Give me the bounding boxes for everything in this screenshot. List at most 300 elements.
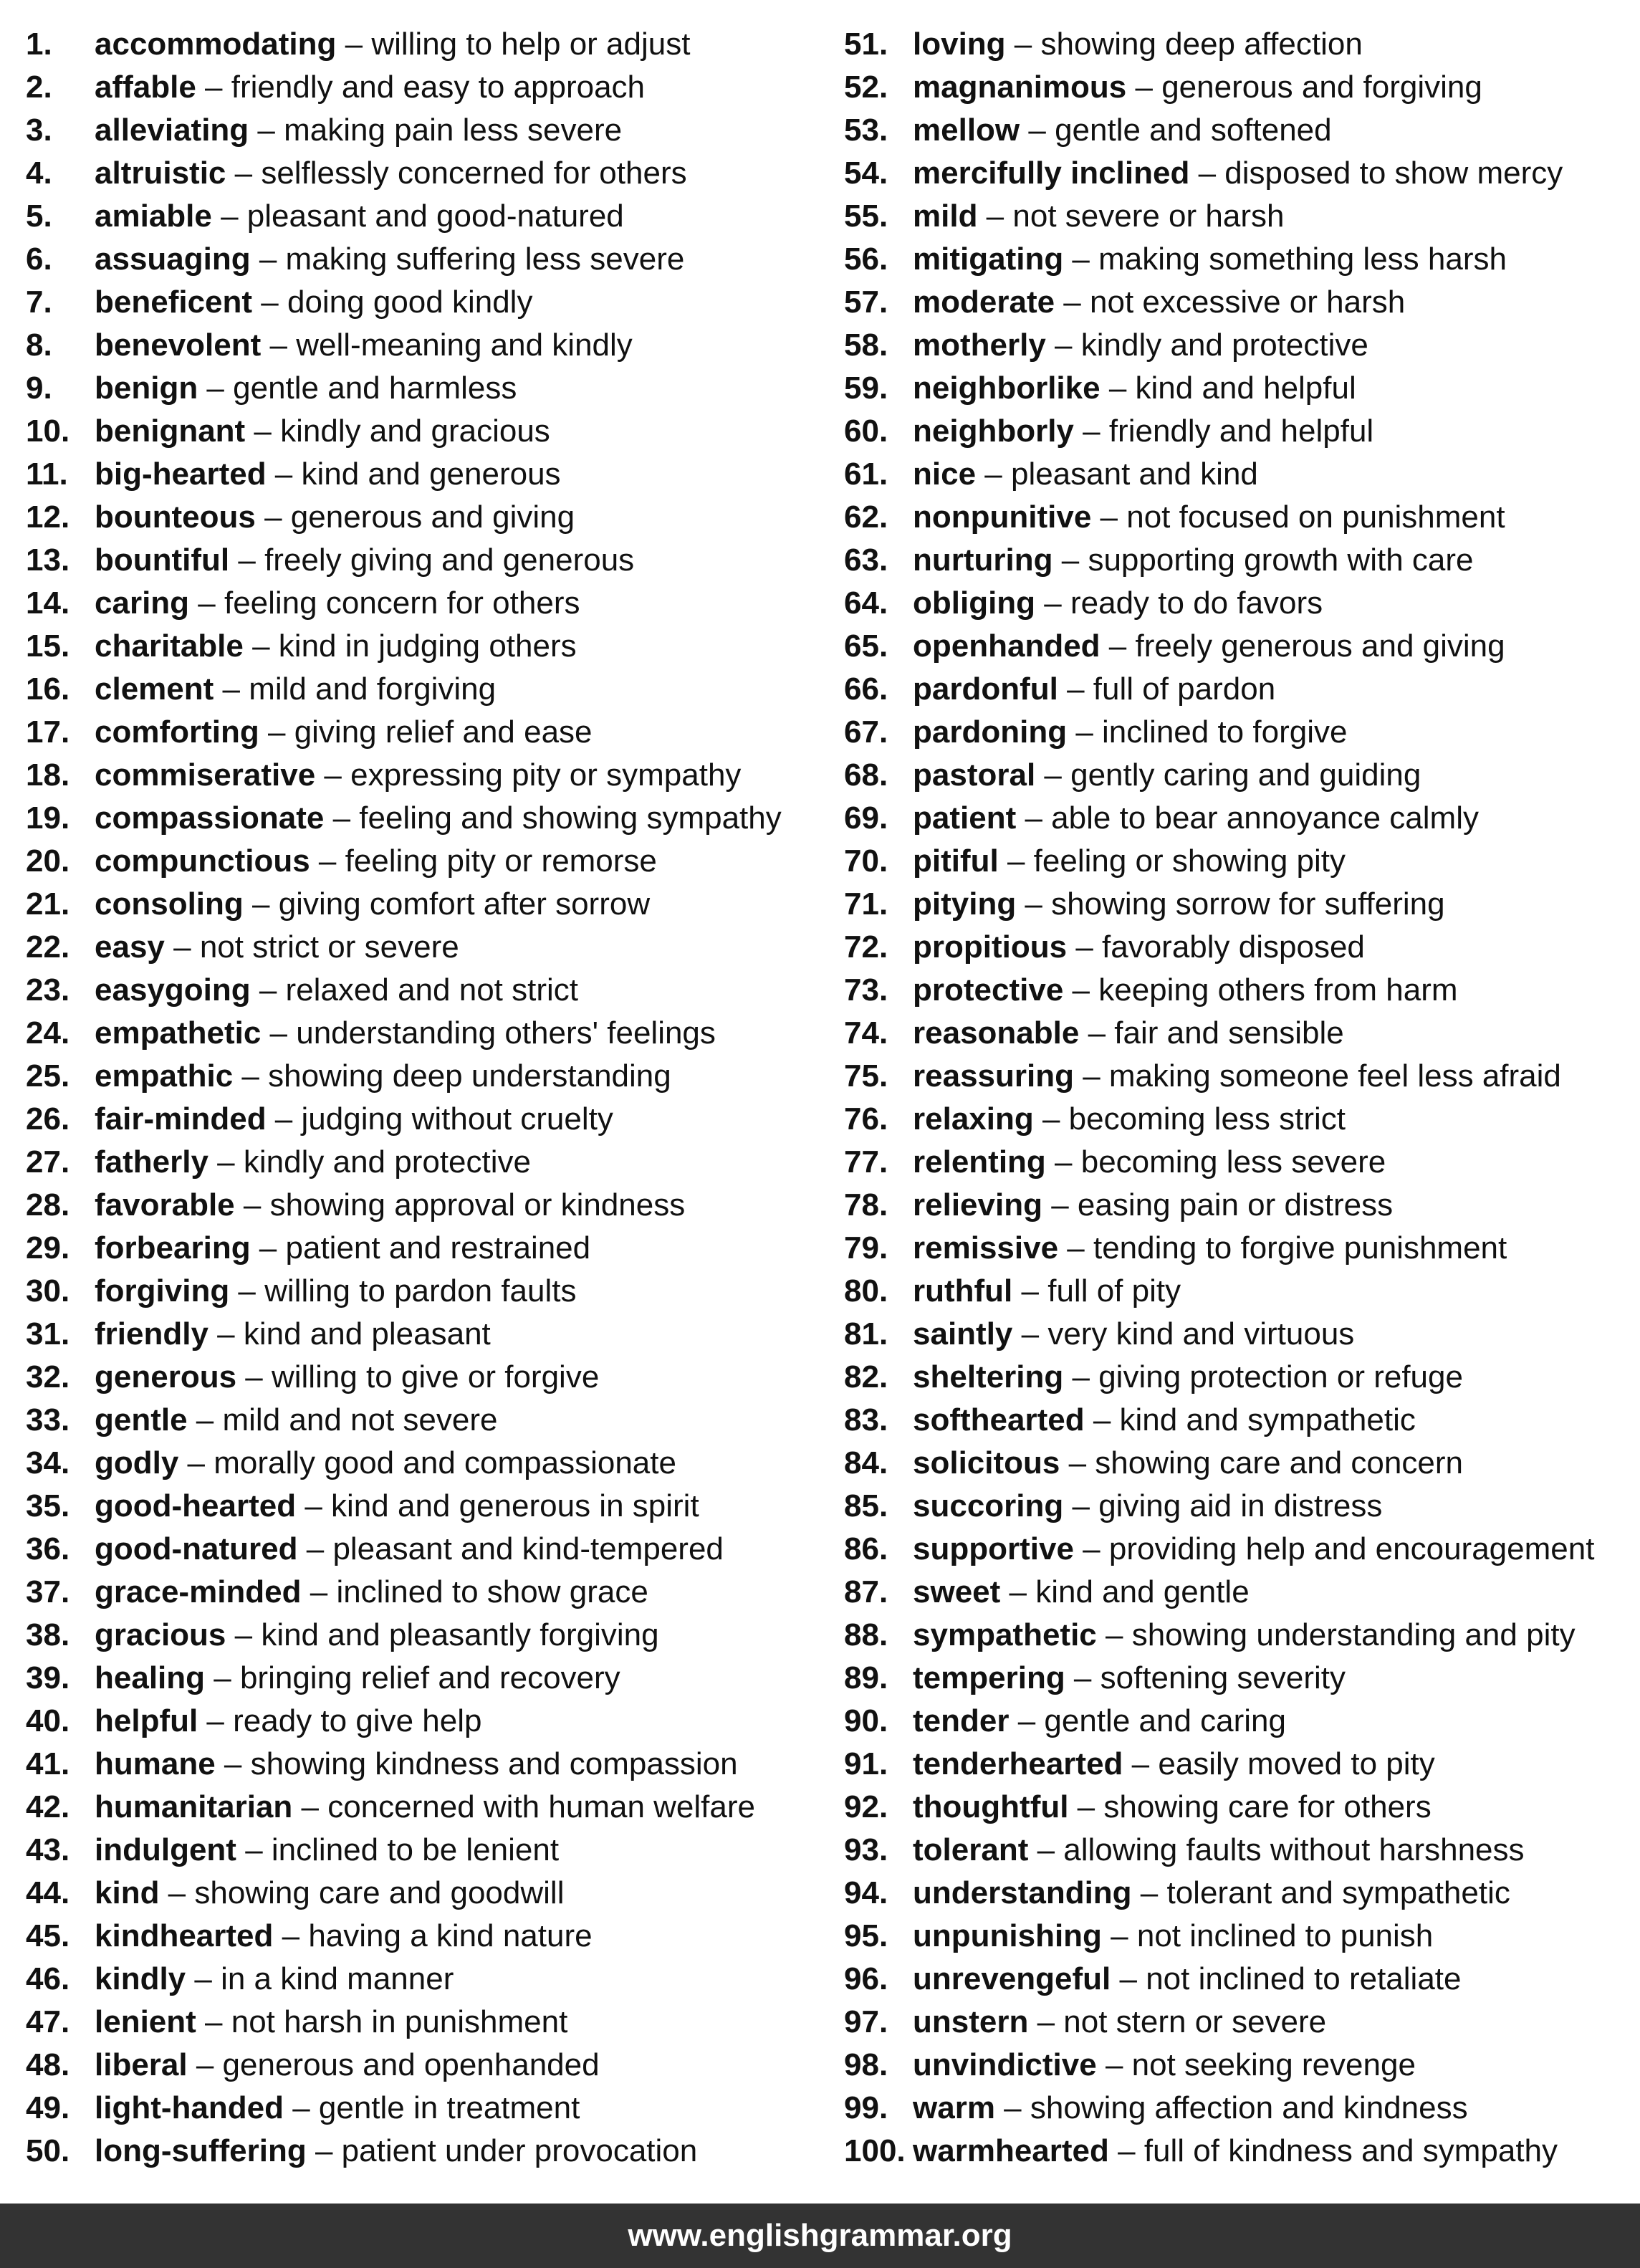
entry-separator: – (1028, 1832, 1064, 1867)
entry-text (95, 1829, 559, 1872)
entry-word: generous (95, 1359, 237, 1394)
entry-separator: – (214, 671, 249, 707)
entry-number: 33. (26, 1402, 70, 1437)
word-entry (26, 1141, 814, 1184)
entry-separator: – (1063, 1359, 1099, 1394)
entry-word: mellow (913, 113, 1020, 148)
entry-separator: – (178, 1445, 214, 1480)
entry-definition: friendly and easy to approach (231, 70, 646, 105)
entry-definition: well-meaning and kindly (296, 327, 633, 363)
entry-word: empathic (95, 1058, 234, 1094)
entry-number: 4. (26, 155, 52, 191)
word-entry (844, 453, 1632, 496)
entry-text (95, 797, 782, 840)
entry-number: 44. (26, 1875, 70, 1910)
entry-number: 56. (844, 241, 888, 277)
entry-number: 91. (844, 1746, 888, 1781)
entry-text (913, 324, 1368, 367)
entry-definition: kind and sympathetic (1119, 1402, 1416, 1437)
entry-word: beneficent (95, 284, 253, 320)
entry-word: gentle (95, 1402, 188, 1437)
entry-text (913, 2087, 1468, 2130)
entry-definition: expressing pity or sympathy (350, 757, 742, 793)
entry-word: protective (913, 972, 1064, 1008)
entry-definition: showing sorrow for suffering (1051, 886, 1445, 922)
entry-separator: – (1084, 1402, 1120, 1437)
entry-definition: friendly and helpful (1108, 413, 1374, 449)
entry-definition: showing approval or kindness (269, 1187, 686, 1222)
entry-number: 11. (26, 456, 68, 492)
entry-definition: kindly and gracious (280, 413, 550, 449)
word-entry (844, 2087, 1632, 2130)
entry-word: friendly (95, 1316, 208, 1351)
entry-word: sweet (913, 1574, 1001, 1609)
entry-number: 89. (844, 1660, 888, 1695)
word-entry (26, 23, 814, 66)
entry-definition: tolerant and sympathetic (1166, 1875, 1510, 1910)
entry-separator: – (998, 843, 1034, 879)
word-entry (26, 367, 814, 410)
word-entry (844, 1012, 1632, 1055)
word-entry (26, 238, 814, 281)
word-entry (26, 281, 814, 324)
entry-separator: – (1000, 1574, 1036, 1609)
entry-word: godly (95, 1445, 179, 1480)
word-entry (26, 1700, 814, 1743)
entry-separator: – (1067, 929, 1103, 965)
entry-number: 61. (844, 456, 888, 492)
entry-word: benignant (95, 413, 246, 449)
entry-number: 47. (26, 2004, 70, 2039)
entry-word: favorable (95, 1187, 235, 1222)
word-entry (26, 2130, 814, 2173)
entry-number: 21. (26, 886, 70, 922)
entry-text (913, 625, 1505, 668)
entry-text (913, 238, 1507, 281)
entry-word: mercifully inclined (913, 155, 1190, 191)
word-entry (26, 969, 814, 1012)
entry-separator: – (315, 757, 351, 793)
entry-text (913, 1399, 1416, 1442)
entry-word: liberal (95, 2047, 188, 2082)
entry-word: consoling (95, 886, 244, 922)
entry-definition: understanding others' feelings (296, 1015, 716, 1051)
word-entry (844, 1141, 1632, 1184)
entry-separator: – (1005, 27, 1041, 62)
entry-separator: – (1100, 370, 1136, 406)
entry-number: 43. (26, 1832, 70, 1867)
entry-definition: concerned with human welfare (327, 1789, 755, 1824)
word-entry (844, 1356, 1632, 1399)
entry-separator: – (250, 241, 286, 277)
entry-text (95, 410, 550, 453)
entry-separator: – (336, 27, 372, 62)
entry-definition: pleasant and kind (1010, 456, 1258, 492)
entry-text (95, 1571, 648, 1614)
entry-word: kindhearted (95, 1918, 274, 1953)
entry-text (913, 1012, 1344, 1055)
entry-definition: mild and forgiving (249, 671, 497, 707)
word-entry (26, 1270, 814, 1313)
entry-number: 5. (26, 198, 52, 234)
entry-separator: – (1073, 1058, 1109, 1094)
entry-text (913, 1786, 1432, 1829)
entry-text (913, 797, 1479, 840)
entry-word: mild (913, 198, 978, 234)
entry-text (913, 1270, 1181, 1313)
entry-definition: judging without cruelty (301, 1101, 613, 1137)
entry-separator: – (273, 1918, 309, 1953)
entry-definition: willing to give or forgive (271, 1359, 600, 1394)
entry-word: nurturing (913, 542, 1053, 578)
word-entry (844, 1872, 1632, 1915)
entry-definition: willing to pardon faults (264, 1273, 577, 1308)
entry-separator: – (1045, 327, 1081, 363)
entry-word: succoring (913, 1488, 1064, 1523)
entry-text (95, 1872, 564, 1915)
word-entry (844, 1485, 1632, 1528)
entry-number: 73. (844, 972, 888, 1008)
entry-text (913, 1141, 1386, 1184)
entry-separator: – (196, 70, 231, 105)
word-entry (844, 668, 1632, 711)
entry-word: kindly (95, 1961, 186, 1996)
entry-definition: patient and restrained (285, 1230, 591, 1265)
entry-separator: – (259, 714, 294, 750)
entry-definition: showing care and concern (1095, 1445, 1463, 1480)
entry-separator: – (1045, 1144, 1081, 1180)
entry-definition: relaxed and not strict (285, 972, 578, 1008)
entry-definition: full of pity (1047, 1273, 1181, 1308)
word-entry (844, 1528, 1632, 1571)
entry-number: 7. (26, 284, 52, 320)
entry-word: obliging (913, 585, 1036, 621)
word-entry (844, 1270, 1632, 1313)
entry-number: 78. (844, 1187, 888, 1222)
entry-text (95, 1657, 620, 1700)
entry-word: saintly (913, 1316, 1013, 1351)
word-entry (844, 1313, 1632, 1356)
entry-separator: – (186, 1961, 221, 1996)
entry-word: amiable (95, 198, 212, 234)
word-entry (844, 1399, 1632, 1442)
entry-text (913, 1485, 1382, 1528)
entry-word: nice (913, 456, 977, 492)
entry-word: lenient (95, 2004, 196, 2039)
entry-number: 23. (26, 972, 70, 1008)
entry-text (913, 926, 1365, 969)
entry-text (95, 1012, 716, 1055)
entry-word: warm (913, 2090, 995, 2125)
entry-number: 74. (844, 1015, 888, 1051)
word-entry (26, 1614, 814, 1657)
entry-definition: providing help and encouragement (1108, 1531, 1595, 1566)
entry-separator: – (310, 843, 345, 879)
entry-number: 29. (26, 1230, 70, 1265)
entry-word: pardonful (913, 671, 1058, 707)
entry-separator: – (994, 2090, 1030, 2125)
entry-number: 52. (844, 70, 888, 105)
entry-definition: making pain less severe (284, 113, 623, 148)
entry-text (95, 883, 650, 926)
word-entry (26, 1657, 814, 1700)
entry-number: 10. (26, 413, 70, 449)
entry-separator: – (1065, 1660, 1100, 1695)
entry-separator: – (1096, 1617, 1132, 1652)
entry-separator: – (1035, 757, 1071, 793)
word-entry (26, 1743, 814, 1786)
entry-definition: not seeking revenge (1131, 2047, 1416, 2082)
entry-word: benevolent (95, 327, 262, 363)
entry-text (95, 281, 532, 324)
entry-number: 72. (844, 929, 888, 965)
entry-separator: – (296, 1488, 332, 1523)
word-entry (26, 1184, 814, 1227)
word-entry (844, 1700, 1632, 1743)
entry-text (913, 668, 1275, 711)
entry-definition: having a kind nature (308, 1918, 593, 1953)
entry-separator: – (292, 1789, 328, 1824)
word-entry (26, 1915, 814, 1958)
entry-text (95, 324, 633, 367)
entry-word: easy (95, 929, 165, 965)
entry-separator: – (1068, 1789, 1104, 1824)
entry-word: kind (95, 1875, 160, 1910)
word-entry (844, 754, 1632, 797)
entry-text (913, 2001, 1326, 2044)
entry-number: 54. (844, 155, 888, 191)
entry-number: 20. (26, 843, 70, 879)
entry-text (95, 668, 496, 711)
entry-word: big-hearted (95, 456, 267, 492)
entry-separator: – (236, 1359, 272, 1394)
entry-word: commiserative (95, 757, 316, 793)
entry-text (95, 23, 690, 66)
entry-number: 37. (26, 1574, 70, 1609)
word-entry (844, 1743, 1632, 1786)
entry-separator: – (1100, 628, 1136, 664)
entry-text (95, 1270, 576, 1313)
word-entry (844, 66, 1632, 109)
entry-definition: giving comfort after sorrow (278, 886, 651, 922)
entry-number: 100. (844, 2133, 906, 2168)
entry-text (95, 1958, 454, 2001)
word-entry (844, 1442, 1632, 1485)
entry-number: 40. (26, 1703, 70, 1738)
entry-word: mitigating (913, 241, 1064, 277)
word-entry (26, 1829, 814, 1872)
entry-number: 16. (26, 671, 70, 707)
entry-number: 70. (844, 843, 888, 879)
entry-definition: not strict or severe (199, 929, 459, 965)
entry-text (95, 1528, 724, 1571)
entry-text (913, 883, 1445, 926)
entry-text (913, 1227, 1507, 1270)
entry-text (95, 109, 622, 152)
entry-text (95, 2044, 600, 2087)
entry-separator: – (234, 1187, 270, 1222)
entry-text (913, 23, 1363, 66)
entry-separator: – (1058, 671, 1093, 707)
entry-word: reassuring (913, 1058, 1074, 1094)
entry-definition: showing care and goodwill (194, 1875, 565, 1910)
entry-definition: willing to help or adjust (371, 27, 691, 62)
entry-number: 8. (26, 327, 52, 363)
entry-word: altruistic (95, 155, 226, 191)
entry-text (913, 1743, 1435, 1786)
entry-text (95, 1700, 481, 1743)
word-entry (26, 109, 814, 152)
entry-separator: – (196, 2004, 231, 2039)
entry-number: 97. (844, 2004, 888, 2039)
entry-word: forgiving (95, 1273, 230, 1308)
entry-number: 9. (26, 370, 52, 406)
entry-word: tempering (913, 1660, 1065, 1695)
entry-text (95, 1098, 613, 1141)
entry-text (913, 539, 1474, 582)
entry-definition: feeling and showing sympathy (359, 800, 782, 836)
entry-separator: – (1052, 542, 1088, 578)
word-entry (844, 195, 1632, 238)
word-entry (844, 281, 1632, 324)
entry-separator: – (250, 1230, 286, 1265)
entry-number: 92. (844, 1789, 888, 1824)
word-entry (26, 1098, 814, 1141)
entry-word: indulgent (95, 1832, 236, 1867)
entry-definition: making someone feel less afraid (1108, 1058, 1561, 1094)
word-entry (844, 1958, 1632, 2001)
entry-separator: – (208, 1316, 244, 1351)
entry-separator: – (229, 1273, 265, 1308)
entry-definition: very kind and virtuous (1047, 1316, 1355, 1351)
entry-text (95, 1399, 498, 1442)
entry-number: 88. (844, 1617, 888, 1652)
entry-number: 75. (844, 1058, 888, 1094)
entry-separator: – (1063, 1488, 1099, 1523)
entry-separator: – (1091, 499, 1127, 535)
entry-word: understanding (913, 1875, 1132, 1910)
word-entry (844, 969, 1632, 1012)
entry-definition: keeping others from harm (1098, 972, 1458, 1008)
entry-definition: not focused on punishment (1126, 499, 1505, 535)
word-entry (844, 238, 1632, 281)
entry-word: grace-minded (95, 1574, 302, 1609)
word-entry (26, 195, 814, 238)
entry-word: empathetic (95, 1015, 262, 1051)
entry-text (95, 367, 517, 410)
entry-definition: not inclined to punish (1136, 1918, 1434, 1953)
entry-text (913, 152, 1563, 195)
word-entry (26, 1227, 814, 1270)
entry-text (95, 496, 575, 539)
entry-definition: kind and gentle (1035, 1574, 1250, 1609)
entry-definition: freely giving and generous (264, 542, 635, 578)
entry-definition: mild and not severe (222, 1402, 498, 1437)
entry-number: 34. (26, 1445, 70, 1480)
entry-text (95, 926, 459, 969)
word-entry (844, 367, 1632, 410)
entry-definition: in a kind manner (221, 1961, 454, 1996)
word-entry (844, 1915, 1632, 1958)
word-entry (26, 1485, 814, 1528)
entry-number: 19. (26, 800, 70, 836)
entry-text (95, 2001, 567, 2044)
entry-word: compassionate (95, 800, 325, 836)
entry-text (95, 453, 561, 496)
entry-word: remissive (913, 1230, 1059, 1265)
entry-number: 95. (844, 1918, 888, 1953)
entry-separator: – (1028, 2004, 1064, 2039)
entry-number: 26. (26, 1101, 70, 1137)
entry-separator: – (226, 1617, 262, 1652)
entry-definition: showing care for others (1103, 1789, 1432, 1824)
entry-separator: – (187, 2047, 223, 2082)
entry-definition: kindly and protective (1080, 327, 1368, 363)
entry-separator: – (1020, 113, 1055, 148)
entry-number: 60. (844, 413, 888, 449)
entry-text (913, 2044, 1416, 2087)
entry-text (913, 754, 1421, 797)
entry-word: nonpunitive (913, 499, 1092, 535)
entry-definition: giving protection or refuge (1098, 1359, 1463, 1394)
entry-definition: allowing faults without harshness (1063, 1832, 1525, 1867)
entry-number: 31. (26, 1316, 70, 1351)
entry-definition: not excessive or harsh (1090, 284, 1406, 320)
entry-word: solicitous (913, 1445, 1060, 1480)
entry-separator: – (249, 113, 284, 148)
entry-word: easygoing (95, 972, 251, 1008)
entry-definition: generous and forgiving (1161, 70, 1482, 105)
entry-definition: tending to forgive punishment (1093, 1230, 1507, 1265)
entry-definition: gentle and softened (1055, 113, 1332, 148)
entry-word: light-handed (95, 2090, 284, 2125)
word-entry (26, 625, 814, 668)
entry-separator: – (283, 2090, 319, 2125)
entry-number: 67. (844, 714, 888, 750)
entry-word: neighborlike (913, 370, 1100, 406)
entry-definition: ready to give help (233, 1703, 482, 1738)
word-entry (26, 1872, 814, 1915)
entry-number: 15. (26, 628, 70, 664)
word-entry (26, 883, 814, 926)
entry-word: caring (95, 585, 190, 621)
entry-text (913, 453, 1258, 496)
word-entry (26, 1356, 814, 1399)
entry-number: 25. (26, 1058, 70, 1094)
word-entry (26, 152, 814, 195)
entry-number: 68. (844, 757, 888, 793)
entry-separator: – (1016, 886, 1052, 922)
entry-separator: – (977, 198, 1013, 234)
entry-word: helpful (95, 1703, 198, 1738)
entry-word: magnanimous (913, 70, 1127, 105)
word-entry (26, 1055, 814, 1098)
entry-definition: freely generous and giving (1135, 628, 1505, 664)
entry-text (913, 66, 1482, 109)
entry-text (913, 195, 1284, 238)
word-entry (26, 2087, 814, 2130)
entry-text (95, 1313, 491, 1356)
entry-number: 98. (844, 2047, 888, 2082)
entry-word: affable (95, 70, 196, 105)
entry-definition: gentle and harmless (233, 370, 517, 406)
entry-word: forbearing (95, 1230, 251, 1265)
entry-word: sympathetic (913, 1617, 1097, 1652)
entry-separator: – (1058, 1230, 1093, 1265)
entry-separator: – (1060, 1445, 1095, 1480)
entry-definition: showing kindness and compassion (250, 1746, 738, 1781)
entry-text (95, 1614, 659, 1657)
